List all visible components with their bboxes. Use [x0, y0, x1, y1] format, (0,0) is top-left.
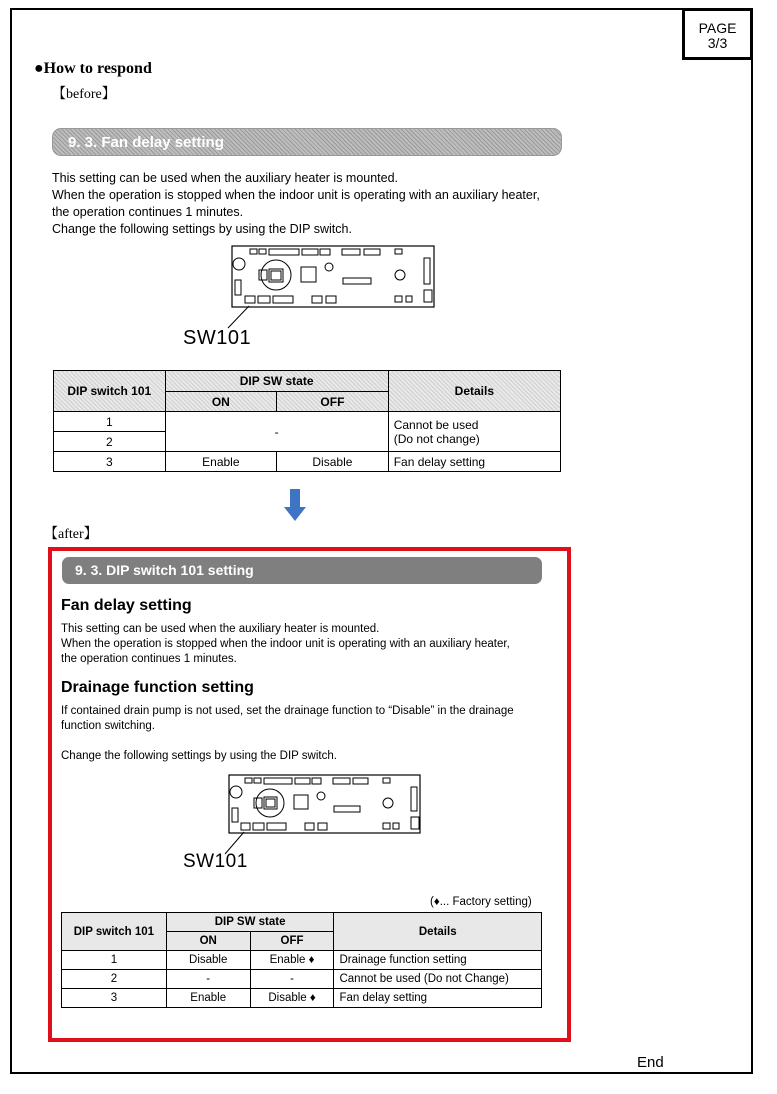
details-header: Details	[388, 371, 560, 412]
before-line-1: This setting can be used when the auxiliary heater is mounted.	[52, 171, 399, 185]
before-section-title: 9. 3. Fan delay setting	[52, 128, 562, 156]
off-header: OFF	[250, 932, 334, 951]
table-row-sw: 2	[62, 970, 167, 989]
drain-line-2: function switching.	[61, 720, 155, 732]
sw101-label-after: SW101	[183, 851, 248, 872]
table-row-sw: 1	[62, 951, 167, 970]
details-line-1: Cannot be used	[393, 417, 479, 432]
before-dip-table	[53, 370, 561, 472]
on-header: ON	[166, 932, 250, 951]
before-line-4: Change the following settings by using the DIP switch.	[52, 222, 352, 236]
table-row	[62, 970, 542, 989]
table-row-off: Disable	[277, 452, 389, 472]
heading-text: How to respond	[43, 60, 152, 77]
table-row	[62, 951, 542, 970]
details-line-2: (Do not change)	[393, 431, 480, 446]
table-row	[62, 989, 542, 1008]
end-label: End	[637, 1054, 664, 1071]
page-label: PAGE	[698, 20, 737, 36]
table-row-on: -	[166, 970, 250, 989]
table-row-sw: 2	[54, 432, 166, 452]
table-row-details: Fan delay setting	[334, 989, 542, 1008]
drainage-paragraph	[61, 704, 514, 734]
table-row-sw: 3	[54, 452, 166, 472]
dip-sw-state-header: DIP SW state	[165, 371, 388, 392]
page-number: 3/3	[707, 35, 728, 51]
factory-setting-note: (♦... Factory setting)	[430, 896, 532, 908]
drain-line-1: If contained drain pump is not used, set the drainage function to “Disable” in the drainage	[61, 705, 514, 717]
fan-delay-paragraph	[61, 622, 510, 667]
table-row-on: Enable	[166, 989, 250, 1008]
fan-line-3: the operation continues 1 minutes.	[61, 653, 237, 665]
after-section-title: 9. 3. DIP switch 101 setting	[62, 557, 542, 584]
details-header: Details	[334, 913, 542, 951]
table-row-on: Disable	[166, 951, 250, 970]
drainage-heading: Drainage function setting	[61, 679, 254, 696]
pcb-board-diagram-after	[222, 770, 427, 870]
table-row-sw: 3	[62, 989, 167, 1008]
after-label: 【after】	[44, 527, 98, 542]
table-row-on: Enable	[165, 452, 277, 472]
down-arrow-icon	[284, 489, 306, 522]
table-row-details: Cannot be used (Do not Change)	[334, 970, 542, 989]
col-dip-switch-header: DIP switch 101	[62, 913, 167, 951]
table-row-off: Disable ♦	[250, 989, 334, 1008]
merged-details-cell	[388, 412, 560, 452]
off-header: OFF	[277, 392, 389, 412]
before-line-2: When the operation is stopped when the indoor unit is operating with an auxiliary heater,	[52, 188, 540, 202]
pcb-board-diagram-before	[225, 240, 440, 345]
table-row-details: Drainage function setting	[334, 951, 542, 970]
fan-delay-heading: Fan delay setting	[61, 597, 192, 614]
table-row-sw: 1	[54, 412, 166, 432]
before-line-3: the operation continues 1 minutes.	[52, 205, 244, 219]
table-row-off: Enable ♦	[250, 951, 334, 970]
bullet: ●	[34, 60, 44, 77]
on-header: ON	[165, 392, 277, 412]
before-paragraph	[52, 170, 572, 238]
after-dip-table	[61, 912, 542, 1008]
fan-line-2: When the operation is stopped when the indoor unit is operating with an auxiliary heater,	[61, 638, 510, 650]
merged-state-cell: -	[165, 412, 388, 452]
sw101-label-before: SW101	[183, 327, 252, 349]
table-row-off: -	[250, 970, 334, 989]
table-row-details: Fan delay setting	[388, 452, 560, 472]
change-settings-text: Change the following settings by using the DIP switch.	[61, 750, 337, 762]
fan-line-1: This setting can be used when the auxiliary heater is mounted.	[61, 623, 380, 635]
dip-sw-state-header: DIP SW state	[166, 913, 334, 932]
page-number-box	[682, 8, 753, 60]
how-to-respond-heading	[34, 60, 152, 78]
col-dip-switch-header: DIP switch 101	[54, 371, 166, 412]
before-label: 【before】	[52, 87, 116, 102]
